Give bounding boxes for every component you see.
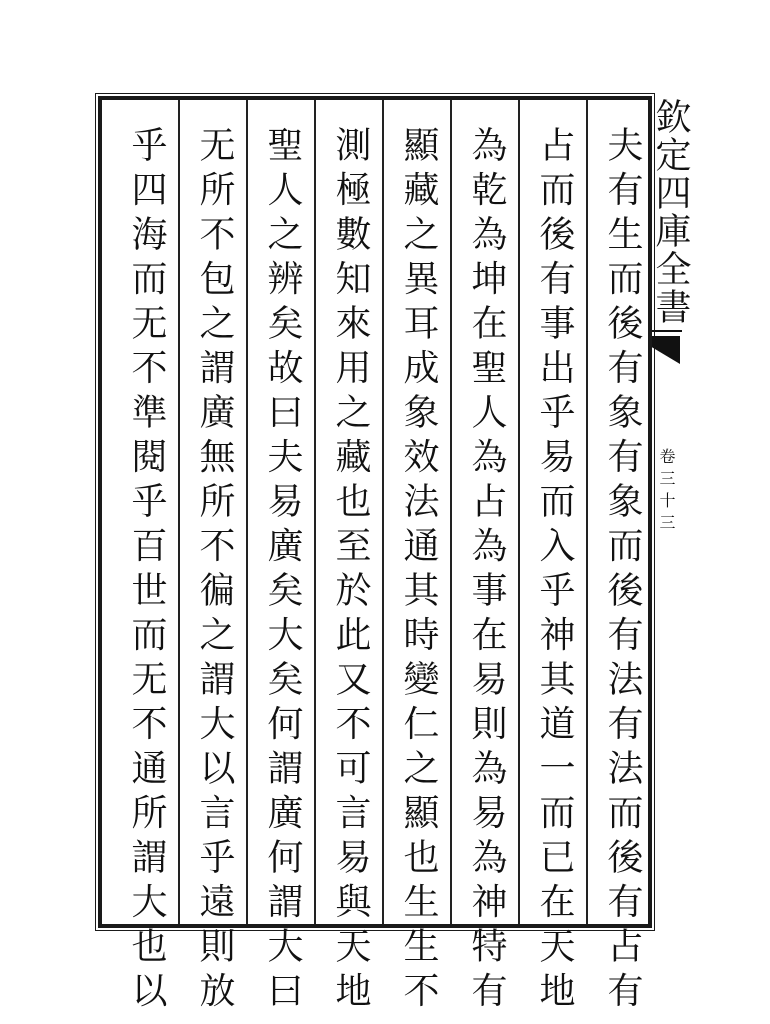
text-column-4: 顯藏之異耳成象效法通其時變仁之顯也生生不 <box>398 126 439 1016</box>
column-divider <box>586 100 588 924</box>
column-divider <box>178 100 180 924</box>
text-column-2: 占而後有事出乎易而入乎神其道一而已在天地 <box>534 126 575 1016</box>
text-column-6: 聖人之辨矣故曰夫易廣矣大矣何謂廣何謂大曰 <box>262 126 303 1016</box>
text-column-7: 无所不包之謂廣無所不徧之謂大以言乎遠則放 <box>194 126 235 1016</box>
column-divider <box>246 100 248 924</box>
column-divider <box>450 100 452 924</box>
text-column-3: 為乾為坤在聖人為占為事在易則為易為神特有 <box>466 126 507 1016</box>
fish-tail-mark <box>652 336 680 364</box>
book-title: 欽定四庫全書 <box>650 98 691 326</box>
text-column-5: 測極數知來用之藏也至於此又不可言易與天地 <box>330 126 371 1016</box>
text-column-8: 乎四海而无不準閱乎百世而无不通所謂大也以 <box>126 126 167 1016</box>
column-divider <box>314 100 316 924</box>
column-divider <box>518 100 520 924</box>
text-column-1: 夫有生而後有象有象而後有法有法而後有占有 <box>602 126 643 1016</box>
column-divider <box>382 100 384 924</box>
volume-label: 卷三十三 <box>657 448 676 536</box>
margin-rule <box>652 330 682 332</box>
